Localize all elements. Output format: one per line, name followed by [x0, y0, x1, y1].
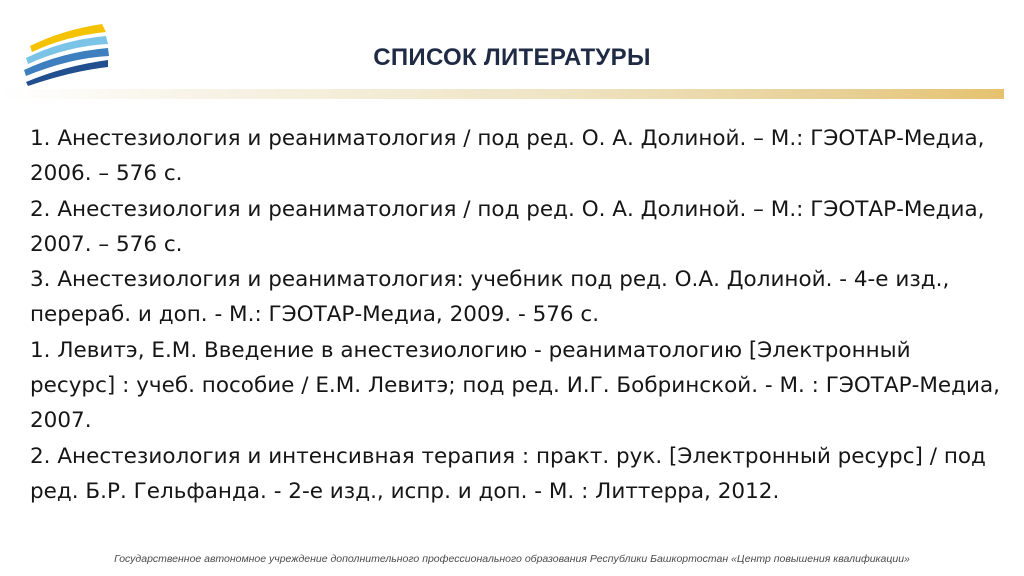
- reference-item: 1. Левитэ, Е.М. Введение в анестезиологию - реаниматологию [Электронный ресурс] : учеб. пособие / Е.М. Левитэ; под ред. И.Г. Бобринской. - М. : ГЭОТАР-Медиа, 2007.: [30, 337, 1000, 434]
- footer-text: Государственное автономное учреждение дополнительного профессионального образования Республики Башкортостан «Центр повышения квалификации»: [114, 553, 910, 565]
- reference-list: [30, 121, 1002, 509]
- reference-item: 3. Анестезиология и реаниматология: учебник под ред. О.А. Долиной. - 4-е изд., перераб. и доп. - М.: ГЭОТАР-Медиа, 2009. - 576 с.: [30, 267, 950, 328]
- page-title: СПИСОК ЛИТЕРАТУРЫ: [373, 44, 651, 71]
- reference-item: 2. Анестезиология и реаниматология / под ред. О. А. Долиной. – М.: ГЭОТАР-Медиа, 2007. – 576 с.: [30, 196, 985, 257]
- header-divider: [0, 89, 1004, 99]
- reference-item: 1. Анестезиология и реаниматология / под ред. О. А. Долиной. – М.: ГЭОТАР-Медиа, 2006. – 576 с.: [30, 126, 985, 187]
- reference-item: 2. Анестезиология и интенсивная терапия : практ. рук. [Электронный ресурс] / под ред. Б.Р. Гельфанда. - 2-е изд., испр. и доп. - М. : Литтерра, 2012.: [30, 443, 986, 504]
